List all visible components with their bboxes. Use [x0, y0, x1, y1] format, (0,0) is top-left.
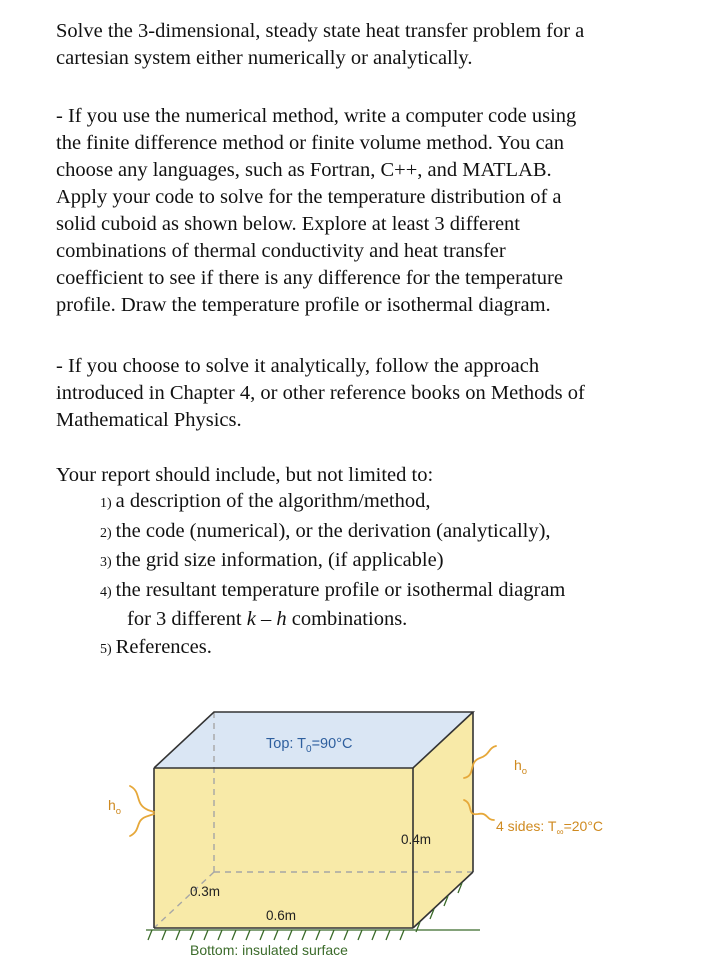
report-item-4: [100, 577, 700, 607]
hatch-mark: [218, 930, 222, 940]
report-item-number: 3): [100, 555, 112, 570]
sides-condition-label: 4 sides: $T_\infty=20^\circ C$: [496, 818, 604, 838]
hatch-mark: [274, 930, 278, 940]
depth-dimension-label: 0.3m: [190, 884, 221, 899]
hatch-mark: [400, 930, 404, 940]
report-item-3: [100, 547, 700, 577]
analytical-line-3: Mathematical Physics.: [56, 409, 242, 431]
intro-line-2: cartesian system either numerically or analytically.: [56, 47, 473, 69]
numerical-line-7: coefficient to see if there is any difference for the temperature: [56, 267, 563, 289]
numerical-line-4: Apply your code to solve for the temperature distribution of a: [56, 186, 562, 208]
hatch-mark: [232, 930, 236, 940]
numerical-line-6: combinations of thermal conductivity and heat transfer: [56, 240, 506, 262]
hatch-mark: [204, 930, 208, 940]
report-item-2: [100, 518, 700, 548]
hatch-mark: [302, 930, 306, 940]
convection-arrow-icon: [130, 814, 154, 836]
numerical-line-2: the finite difference method or finite volume method. You can: [56, 132, 565, 154]
left-convection-coefficient-label: $h_o$: [108, 797, 122, 817]
report-item-4-k: k: [246, 608, 256, 630]
report-heading-text: Your report should include, but not limited to:: [56, 464, 434, 486]
report-item-text: the grid size information, (if applicable): [115, 549, 444, 571]
report-item-1: [100, 488, 700, 518]
numerical-line-8: profile. Draw the temperature profile or isothermal diagram.: [56, 294, 551, 316]
report-heading: [56, 462, 696, 489]
report-item-5: [100, 634, 700, 664]
report-item-text: References.: [115, 635, 212, 658]
hatch-mark: [330, 930, 334, 940]
hatch-mark: [288, 930, 292, 940]
report-item-4-suffix: combinations.: [286, 608, 408, 630]
hatch-mark: [372, 930, 376, 940]
numerical-line-5: solid cuboid as shown below. Explore at least 3 different: [56, 213, 520, 235]
cuboid-diagram: [60, 700, 700, 970]
report-item-text: a description of the algorithm/method,: [115, 490, 431, 512]
hatch-mark: [386, 930, 390, 940]
report-item-4-dash: –: [255, 608, 277, 630]
report-item-4-prefix: for 3 different: [127, 608, 247, 630]
top-condition-label: Top: $T_0=90^\circ C$: [266, 736, 353, 755]
height-dimension-label: 0.4m: [401, 832, 432, 847]
report-list: [100, 488, 700, 663]
hatch-mark: [162, 930, 166, 940]
analytical-line-1: - If you choose to solve it analytically, follow the approach: [56, 355, 540, 377]
hatch-mark: [148, 930, 152, 940]
convection-arrow-icon: [130, 786, 154, 812]
report-item-4-h: h: [276, 608, 287, 630]
analytical-paragraph: [56, 353, 696, 434]
numerical-line-3: choose any languages, such as Fortran, C++, and MATLAB.: [56, 159, 552, 181]
report-item-text: the code (numerical), or the derivation (analytically),: [115, 519, 551, 542]
intro-line-1: Solve the 3-dimensional, steady state heat transfer problem for a: [56, 20, 585, 42]
hatch-mark: [358, 930, 362, 940]
hatch-mark: [344, 930, 348, 940]
hatch-mark: [316, 930, 320, 940]
analytical-line-2: introduced in Chapter 4, or other reference books on Methods of: [56, 382, 585, 404]
hatch-mark: [260, 930, 264, 940]
hatch-mark: [176, 930, 180, 940]
front-face: [154, 768, 413, 928]
report-item-number: 2): [100, 525, 112, 541]
report-item-4-continuation: [100, 606, 700, 634]
hatch-mark: [246, 930, 250, 940]
right-convection-coefficient-label: $h_o$: [514, 757, 528, 777]
report-item-number: 5): [100, 641, 112, 657]
numerical-line-1: - If you use the numerical method, write a computer code using: [56, 105, 577, 127]
width-dimension-label: 0.6m: [266, 908, 297, 923]
numerical-paragraph: [56, 103, 696, 319]
report-item-number: 1): [100, 496, 112, 511]
report-item-number: 4): [100, 584, 112, 600]
hatch-mark: [190, 930, 194, 940]
bottom-condition-label: Bottom: insulated surface: [190, 942, 348, 958]
intro-paragraph: [56, 18, 696, 72]
report-item-text: the resultant temperature profile or isothermal diagram: [115, 578, 566, 601]
